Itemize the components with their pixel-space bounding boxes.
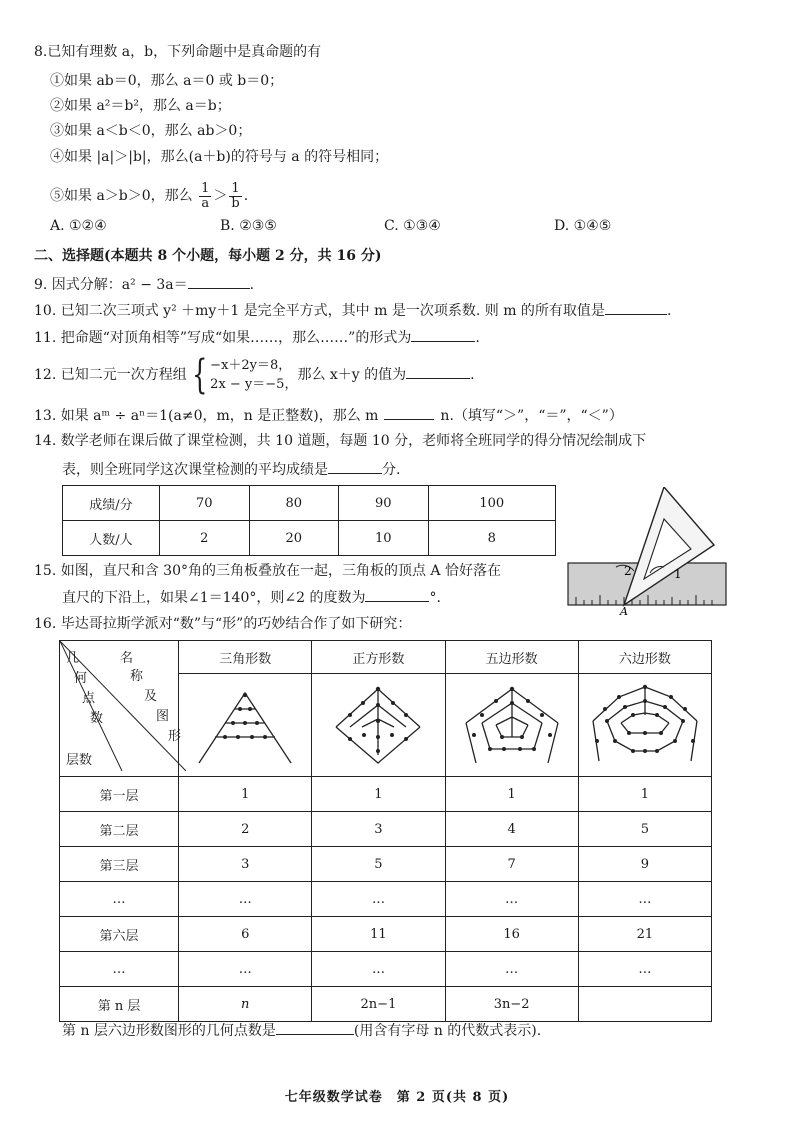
corner-char: 图	[156, 709, 170, 724]
brace-symbol: {	[191, 352, 208, 398]
q8-stem: 8.已知有理数 a，b，下列命题中是真命题的有	[34, 44, 322, 60]
q9-end: .	[249, 277, 255, 293]
polygonal-number-table	[59, 640, 712, 1022]
square-number-figure	[318, 675, 438, 771]
count-row	[63, 521, 556, 556]
score-cell: 90	[339, 486, 429, 521]
q13	[34, 405, 623, 425]
q8-s5-f2-num: 1	[231, 180, 240, 196]
q11	[34, 327, 480, 347]
table-cell: n	[179, 987, 312, 1022]
score-header: 成绩/分	[63, 486, 160, 521]
col-pentagonal: 五边形数	[445, 641, 578, 674]
corner-char: 点	[82, 691, 96, 706]
row-label: …	[60, 882, 179, 917]
q11-text: 11. 把命题“对顶角相等”写成“如果……，那么……”的形式为	[34, 330, 412, 346]
table-cell: …	[179, 952, 312, 987]
col-triangular: 三角形数	[179, 641, 312, 674]
q8-s5-fraction-1	[199, 182, 211, 211]
q8-option-a: A. ①②④	[50, 218, 107, 234]
q15-text: 直尺的下沿上，如果∠1＝140°，则∠2 的度数为	[62, 590, 366, 606]
table-cell-empty	[578, 987, 711, 1022]
q8-option-b: B. ②③⑤	[220, 218, 277, 234]
table-cell: 11	[312, 917, 445, 952]
pentagon-figure-cell	[445, 674, 578, 777]
q12-system	[210, 356, 297, 394]
q8-statement-2: ②如果 a²＝b²，那么 a＝b；	[50, 98, 231, 114]
q8-statement-4: ④如果 |a|＞|b|，那么(a＋b)的符号与 a 的符号相同；	[50, 149, 389, 165]
q16-intro: 16. 毕达哥拉斯学派对“数”与“形”的巧妙结合作了如下研究：	[34, 616, 412, 632]
q14-line-1: 14. 数学老师在课后做了课堂检测，共 10 道题，每题 10 分，老师将全班同学的得分情况绘制成下	[34, 433, 647, 449]
table-cell: …	[445, 952, 578, 987]
table-cell: …	[312, 882, 445, 917]
corner-char: 称	[130, 669, 144, 684]
corner-char: 形	[168, 729, 182, 744]
table-row	[60, 847, 712, 882]
table-cell: 1	[179, 777, 312, 812]
q8-statement-1: ①如果 ab＝0，那么 a＝0 或 b＝0；	[50, 73, 284, 89]
table-cell: 4	[445, 812, 578, 847]
q15-line-1: 15. 如图，直尺和含 30°角的三角板叠放在一起，三角板的顶点 A 恰好落在	[34, 563, 501, 579]
count-cell: 2	[160, 521, 250, 556]
q16-answer-blank[interactable]	[276, 1020, 354, 1035]
table-cell: 1	[578, 777, 711, 812]
corner-char: 几	[66, 651, 80, 666]
q15-line-2	[62, 587, 441, 607]
q16-text: 第 n 层六边形数图形的几何点数是	[62, 1023, 276, 1039]
table-cell: 1	[445, 777, 578, 812]
q11-answer-blank[interactable]	[411, 327, 475, 342]
section-2-heading: 二、选择题(本题共 8 个小题，每小题 2 分，共 16 分)	[34, 248, 382, 264]
q16-end: (用含有字母 n 的代数式表示).	[353, 1023, 542, 1039]
table-cell: 16	[445, 917, 578, 952]
q16-question	[62, 1020, 541, 1040]
row-label: 第一层	[60, 777, 179, 812]
header-row	[60, 641, 712, 674]
corner-char: 数	[90, 711, 104, 726]
table-row	[60, 777, 712, 812]
table-cell: 5	[578, 812, 711, 847]
hexagon-figure-cell	[578, 674, 711, 777]
q8-s5-f1-den: a	[201, 195, 210, 211]
q12-text: 12. 已知二元一次方程组	[34, 367, 187, 383]
count-cell: 10	[339, 521, 429, 556]
q14-end: 分.	[382, 462, 401, 478]
count-header: 人数/人	[63, 521, 160, 556]
q13-answer-blank[interactable]	[384, 405, 434, 420]
angle-2-label: 2	[624, 564, 632, 578]
q8-s5-f2-den: b	[231, 195, 240, 211]
score-table	[62, 485, 556, 556]
score-cell: 80	[249, 486, 339, 521]
q8-statement-3: ③如果 a＜b＜0，那么 ab＞0；	[50, 123, 252, 139]
table-cell: 7	[445, 847, 578, 882]
row-label: 第二层	[60, 812, 179, 847]
table-cell: 3n−2	[445, 987, 578, 1022]
hexagon-number-figure	[585, 675, 705, 771]
table-row	[60, 952, 712, 987]
q11-end: .	[475, 330, 480, 346]
table-cell: 3	[312, 812, 445, 847]
score-row	[63, 486, 556, 521]
table-cell: 3	[179, 847, 312, 882]
table-cell: 6	[179, 917, 312, 952]
corner-cell	[60, 641, 182, 777]
q8-s5-gt: ＞	[213, 188, 228, 204]
triangle-number-figure	[185, 675, 305, 771]
table-cell: …	[312, 952, 445, 987]
table-cell: 5	[312, 847, 445, 882]
q8-s5-end: .	[243, 188, 249, 204]
q9-text: 9. 因式分解：a² − 3a＝	[34, 277, 188, 293]
table-cell: 2	[179, 812, 312, 847]
square-figure-cell	[312, 674, 445, 777]
q9-answer-blank[interactable]	[188, 274, 250, 289]
vertex-a-label: A	[620, 605, 628, 617]
q8-statement-5	[50, 178, 248, 214]
q8-s5-pre: ⑤如果 a＞b＞0，那么	[50, 188, 193, 204]
col-hexagonal: 六边形数	[578, 641, 711, 674]
q15-answer-blank[interactable]	[365, 587, 429, 602]
q10-answer-blank[interactable]	[605, 300, 667, 315]
table-cell: …	[179, 882, 312, 917]
score-cell: 70	[160, 486, 250, 521]
q12-answer-blank[interactable]	[406, 364, 470, 379]
corner-rows-label: 层数	[66, 753, 93, 768]
table-cell: 9	[578, 847, 711, 882]
table-cell: …	[445, 882, 578, 917]
col-square: 正方形数	[312, 641, 445, 674]
q8-s5-f1-num: 1	[201, 180, 210, 196]
score-cell: 100	[428, 486, 555, 521]
q14-text: 表，则全班同学这次课堂检测的平均成绩是	[62, 462, 328, 478]
q10-end: .	[666, 303, 672, 319]
q12-end: .	[470, 367, 475, 383]
count-cell: 20	[249, 521, 339, 556]
q12-mid: 那么 x＋y 的值为	[297, 367, 407, 383]
q10-text: 10. 已知二次三项式 y² ＋my＋1 是完全平方式，其中 m 是一次项系数. 则 m 的所有取值是	[34, 303, 605, 319]
q14-line-2	[62, 459, 400, 479]
table-row	[60, 882, 712, 917]
row-label: 第 n 层	[60, 987, 179, 1022]
table-cell: 1	[312, 777, 445, 812]
pentagon-number-figure	[452, 675, 572, 771]
q12-eq2: 2x − y＝−5，	[210, 377, 298, 392]
q10	[34, 300, 671, 320]
corner-char: 何	[74, 671, 88, 686]
corner-char: 及	[144, 689, 158, 704]
row-label: 第三层	[60, 847, 179, 882]
q8-s5-fraction-2	[229, 182, 241, 211]
table-row	[60, 987, 712, 1022]
row-label: 第六层	[60, 917, 179, 952]
q13-end: n.（填写“＞”，“＝”，“＜”）	[440, 408, 623, 424]
corner-char: 名	[120, 651, 134, 666]
angle-1-label: 1	[674, 567, 682, 581]
count-cell: 8	[428, 521, 555, 556]
q12-eq1: −x＋2y＝8，	[210, 358, 292, 373]
q14-answer-blank[interactable]	[328, 459, 382, 474]
page-footer: 七年级数学试卷 第 2 页(共 8 页)	[284, 1090, 510, 1105]
table-cell: 21	[578, 917, 711, 952]
q8-option-d: D. ①④⑤	[554, 218, 612, 234]
q13-text: 13. 如果 aᵐ ÷ aⁿ＝1(a≠0，m，n 是正整数)，那么 m	[34, 408, 379, 424]
table-cell: …	[578, 952, 711, 987]
row-label: …	[60, 952, 179, 987]
table-row	[60, 812, 712, 847]
ruler-triangle-figure	[566, 487, 730, 617]
q12	[34, 352, 475, 398]
q9	[34, 274, 254, 294]
table-cell: …	[578, 882, 711, 917]
triangle-figure-cell	[179, 674, 312, 777]
table-row	[60, 917, 712, 952]
q8-option-c: C. ①③④	[384, 218, 441, 234]
q15-end: °.	[429, 590, 441, 606]
table-cell: 2n−1	[312, 987, 445, 1022]
